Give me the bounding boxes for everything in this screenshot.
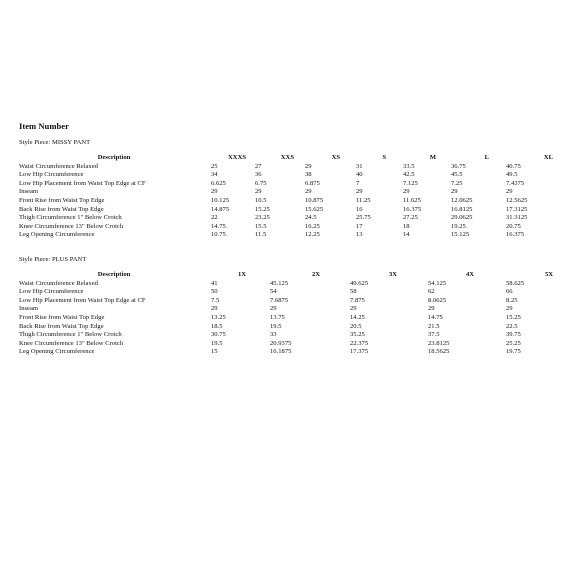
measurement-value: 16 <box>356 205 363 213</box>
measurement-value: 29 <box>506 305 513 313</box>
measurement-value: 11.25 <box>356 196 371 204</box>
measurement-value: 66 <box>506 288 513 296</box>
measurement-value: 29 <box>506 188 513 196</box>
measurement-value: 15 <box>211 348 218 356</box>
measurement-value: 16.375 <box>506 231 525 239</box>
measurement-value: 18.5625 <box>428 348 450 356</box>
table-row <box>19 314 559 323</box>
size-header-4x: 4X <box>465 271 474 278</box>
measurement-label: Low Hip Placement from Waist Top Edge at CF <box>19 179 146 187</box>
table-row <box>19 214 559 223</box>
measurement-value: 20.75 <box>506 222 521 230</box>
measurement-value: 7.875 <box>350 296 365 304</box>
measurement-value: 13.25 <box>211 313 226 321</box>
measurement-value: 45.125 <box>270 279 289 287</box>
measurement-value: 7.5 <box>211 296 220 304</box>
measurement-value: 16.25 <box>305 222 320 230</box>
measurement-value: 23.25 <box>255 214 270 222</box>
table-header-row <box>19 271 559 280</box>
measurement-label: Inseam <box>19 188 39 196</box>
measurement-value: 10.875 <box>305 196 324 204</box>
measurement-value: 14.75 <box>428 313 443 321</box>
measurement-label: Waist Circumference Relaxed <box>19 162 98 170</box>
measurement-value: 15.625 <box>305 205 324 213</box>
measurement-value: 29 <box>350 305 357 313</box>
style-piece-label: Style Piece: PLUS PANT <box>19 256 87 263</box>
table-row <box>19 288 559 297</box>
measurement-value: 49.5 <box>506 171 518 179</box>
measurement-value: 10.125 <box>211 196 230 204</box>
measurement-value: 54.125 <box>428 279 447 287</box>
measurement-value: 49.625 <box>350 279 369 287</box>
table-row <box>19 197 559 206</box>
measurement-value: 36 <box>255 171 262 179</box>
measurement-value: 15.25 <box>506 313 521 321</box>
measurement-value: 22.375 <box>350 339 369 347</box>
table-row <box>19 348 559 357</box>
measurement-value: 29 <box>356 188 363 196</box>
measurement-value: 22.5 <box>506 322 518 330</box>
measurement-value: 25.25 <box>506 339 521 347</box>
size-header-1x: 1X <box>237 271 246 278</box>
table-row <box>19 340 559 349</box>
table-row <box>19 188 559 197</box>
measurement-value: 58 <box>350 288 357 296</box>
size-header-m: M <box>429 154 436 161</box>
measurement-value: 16.375 <box>403 205 422 213</box>
measurement-value: 29.0625 <box>451 214 473 222</box>
measurement-value: 23.8125 <box>428 339 450 347</box>
measurement-value: 14.875 <box>211 205 230 213</box>
measurement-value: 7.125 <box>403 179 418 187</box>
measurement-label: Low Hip Circumference <box>19 171 84 179</box>
table-row <box>19 171 559 180</box>
measurement-value: 6.75 <box>255 179 267 187</box>
measurement-value: 58.625 <box>506 279 525 287</box>
measurement-value: 7.4375 <box>506 179 525 187</box>
measurement-label: Thigh Circumference 1" Below Crotch <box>19 331 122 339</box>
measurement-value: 17 <box>356 222 363 230</box>
measurement-value: 29 <box>270 305 277 313</box>
table-row <box>19 223 559 232</box>
measurement-label: Inseam <box>19 305 39 313</box>
size-table-plus <box>19 271 559 357</box>
measurement-label: Leg Opening Circumference <box>19 348 95 356</box>
measurement-value: 18 <box>403 222 410 230</box>
measurement-value: 19.75 <box>506 348 521 356</box>
measurement-value: 42.5 <box>403 171 415 179</box>
size-header-xxs: XXS <box>280 154 294 161</box>
measurement-value: 25.75 <box>356 214 371 222</box>
measurement-value: 7.25 <box>451 179 463 187</box>
measurement-value: 40.75 <box>506 162 521 170</box>
measurement-value: 15.25 <box>255 205 270 213</box>
measurement-value: 27 <box>255 162 262 170</box>
measurement-value: 29 <box>255 188 262 196</box>
measurement-value: 17.3125 <box>506 205 528 213</box>
measurement-value: 54 <box>270 288 277 296</box>
document-title: Item Number <box>19 121 69 131</box>
measurement-value: 15.125 <box>451 231 470 239</box>
measurement-value: 8.25 <box>506 296 518 304</box>
measurement-value: 39.75 <box>506 331 521 339</box>
measurement-label: Front Rise from Waist Top Edge <box>19 313 105 321</box>
measurement-value: 29 <box>403 188 410 196</box>
description-header: Description <box>97 154 131 161</box>
measurement-value: 30.75 <box>211 331 226 339</box>
measurement-value: 14.75 <box>211 222 226 230</box>
measurement-value: 45.5 <box>451 171 463 179</box>
size-table-missy <box>19 154 559 240</box>
measurement-value: 8.0625 <box>428 296 447 304</box>
measurement-label: Back Rise from Waist Top Edge <box>19 205 104 213</box>
measurement-value: 34 <box>211 171 218 179</box>
measurement-value: 18.5 <box>211 322 223 330</box>
measurement-value: 36.75 <box>451 162 466 170</box>
measurement-value: 10.75 <box>211 231 226 239</box>
measurement-value: 20.5 <box>350 322 362 330</box>
measurement-value: 16.8125 <box>451 205 473 213</box>
table-row <box>19 305 559 314</box>
size-header-xl: XL <box>543 154 553 161</box>
measurement-value: 25 <box>211 162 218 170</box>
table-header-row <box>19 154 559 163</box>
table-row <box>19 231 559 240</box>
measurement-value: 12.0625 <box>451 196 473 204</box>
measurement-value: 6.875 <box>305 179 320 187</box>
table-row <box>19 323 559 332</box>
measurement-value: 29 <box>211 188 218 196</box>
measurement-label: Thigh Circumference 1" Below Crotch <box>19 214 122 222</box>
measurement-label: Front Rise from Waist Top Edge <box>19 196 105 204</box>
measurement-value: 16.1875 <box>270 348 292 356</box>
measurement-value: 31 <box>356 162 363 170</box>
measurement-label: Leg Opening Circumference <box>19 231 95 239</box>
measurement-value: 40 <box>356 171 363 179</box>
size-header-xxxs: XXXS <box>228 154 246 161</box>
measurement-value: 15.5 <box>255 222 267 230</box>
table-row <box>19 280 559 289</box>
measurement-value: 24.5 <box>305 214 317 222</box>
measurement-value: 50 <box>211 288 218 296</box>
measurement-value: 33 <box>270 331 277 339</box>
measurement-value: 13 <box>356 231 363 239</box>
measurement-value: 29 <box>428 305 435 313</box>
table-row <box>19 331 559 340</box>
measurement-label: Low Hip Circumference <box>19 288 84 296</box>
size-header-3x: 3X <box>388 271 397 278</box>
measurement-value: 17.375 <box>350 348 369 356</box>
measurement-value: 13.75 <box>270 313 285 321</box>
measurement-value: 7 <box>356 179 360 187</box>
measurement-label: Back Rise from Waist Top Edge <box>19 322 104 330</box>
measurement-value: 19.5 <box>211 339 223 347</box>
measurement-value: 29 <box>211 305 218 313</box>
measurement-value: 14.25 <box>350 313 365 321</box>
measurement-value: 14 <box>403 231 410 239</box>
table-row <box>19 163 559 172</box>
description-header: Description <box>97 271 131 278</box>
measurement-label: Knee Circumference 13" Below Crotch <box>19 222 124 230</box>
style-piece-label: Style Piece: MISSY PANT <box>19 139 91 146</box>
measurement-value: 31.3125 <box>506 214 528 222</box>
measurement-label: Low Hip Placement from Waist Top Edge at CF <box>19 296 146 304</box>
size-header-2x: 2X <box>311 271 320 278</box>
measurement-label: Knee Circumference 13" Below Crotch <box>19 339 124 347</box>
size-header-5x: 5X <box>544 271 553 278</box>
measurement-value: 62 <box>428 288 435 296</box>
measurement-value: 11.625 <box>403 196 421 204</box>
measurement-value: 27.25 <box>403 214 418 222</box>
size-header-s: S <box>382 154 386 161</box>
size-header-l: L <box>484 154 489 161</box>
measurement-value: 22 <box>211 214 218 222</box>
table-row <box>19 297 559 306</box>
table-row <box>19 180 559 189</box>
measurement-label: Waist Circumference Relaxed <box>19 279 98 287</box>
measurement-value: 12.5625 <box>506 196 528 204</box>
measurement-value: 21.5 <box>428 322 440 330</box>
measurement-value: 7.6875 <box>270 296 289 304</box>
measurement-value: 38 <box>305 171 312 179</box>
measurement-value: 19.25 <box>451 222 466 230</box>
size-header-xs: XS <box>331 154 340 161</box>
measurement-value: 19.5 <box>270 322 282 330</box>
measurement-value: 6.625 <box>211 179 226 187</box>
table-row <box>19 206 559 215</box>
measurement-value: 37.5 <box>428 331 440 339</box>
measurement-value: 29 <box>451 188 458 196</box>
measurement-value: 29 <box>305 188 312 196</box>
measurement-value: 20.9375 <box>270 339 292 347</box>
measurement-value: 41 <box>211 279 218 287</box>
measurement-value: 11.5 <box>255 231 267 239</box>
measurement-value: 35.25 <box>350 331 365 339</box>
measurement-value: 29 <box>305 162 312 170</box>
measurement-value: 12.25 <box>305 231 320 239</box>
measurement-value: 33.5 <box>403 162 415 170</box>
measurement-value: 10.5 <box>255 196 267 204</box>
